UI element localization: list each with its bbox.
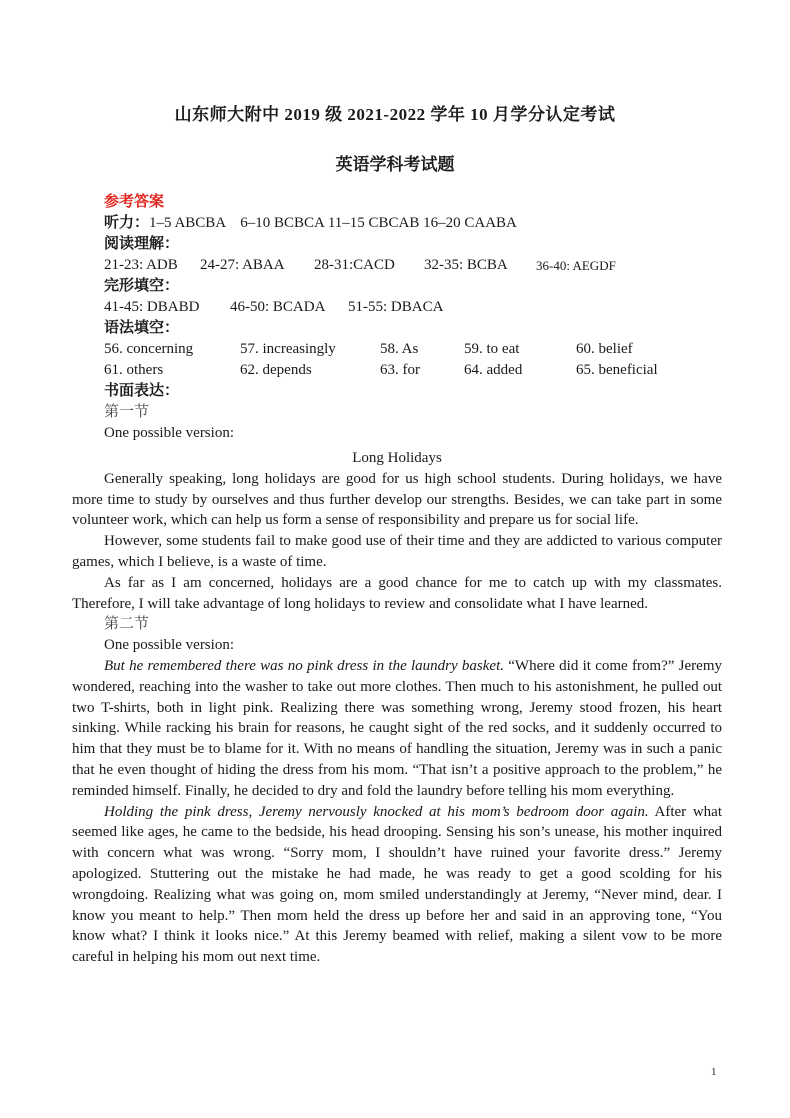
cloze-answer: 46-50: BCADA — [230, 299, 326, 315]
grammar-answer: 59. to eat — [464, 341, 520, 357]
reading-answer: 21-23: ADB — [104, 257, 178, 273]
reading-answer: 24-27: ABAA — [200, 257, 285, 273]
story-prompt-1: But he remembered there was no pink dress in the laundry basket. — [104, 657, 505, 674]
cloze-answers — [104, 297, 724, 318]
essay-paragraph: Generally speaking, long holidays are good for us high school students. During holidays, we have more time to study by ourselves and thus further develop our strengths. Besides, we can take part in some volunteer work, which can help us form a sense of responsibility and prepare us for social life. — [72, 470, 722, 529]
section2-version: One possible version: — [104, 637, 234, 654]
story-paragraph-2 — [72, 802, 722, 968]
story-paragraph-1 — [72, 656, 722, 802]
essay-paragraph: However, some students fail to make good use of their time and they are addicted to various computer games, which I believe, is a waste of time. — [72, 533, 722, 570]
grammar-answer: 60. belief — [576, 341, 633, 357]
story-prompt-2: Holding the pink dress, Jeremy nervously knocked at his mom’s bedroom door again. — [104, 803, 649, 820]
story-text-1: “Where did it come from?” Jeremy wondered, reaching into the washer to take out more clothes. Then much to his astonishment, he pulled out two T-shirts, both in light pink. Realizing there was something wrong, Jeremy stood frozen, his heart sinking. While racking his brain for reasons, he caught sight of the red socks, and it suddenly occurred to him that they must be to blame for it. With no means of handling the situation, Jeremy was in such a panic that he even thought of hiding the dress from his mom. “That isn’t a positive approach to the problem,” he reminded himself. Finally, he decided to dry and fold the laundry before telling his mom everything. — [72, 657, 722, 799]
reading-answers — [104, 255, 724, 276]
reading-answer: 36-40: AEGDF — [536, 258, 616, 273]
reading-answer: 32-35: BCBA — [424, 257, 508, 273]
grammar-row-1 — [104, 339, 724, 360]
cloze-answer: 51-55: DBACA — [348, 299, 444, 315]
grammar-answer: 62. depends — [240, 362, 312, 378]
answer-heading: 参考答案 — [104, 194, 165, 210]
essay-title: Long Holidays — [352, 450, 442, 466]
page-number: 1 — [711, 1066, 717, 1078]
listening-answers: 1–5 ABCBA 6–10 BCBCA 11–15 CBCAB 16–20 CAABA — [149, 215, 517, 231]
listening-row — [104, 213, 724, 234]
grammar-answer: 57. increasingly — [240, 341, 336, 357]
listening-label: 听力： — [104, 215, 150, 231]
section2-label: 第二节 — [104, 616, 150, 633]
section1-label: 第一节 — [104, 404, 150, 420]
story-text-2: After what seemed like ages, he came to the bedside, his head drooping. Sensing his son’s unease, his mother inquired with concern what was wrong. “Sorry mom, I shouldn’t have ruined your favorite dress.” Jeremy apologized. Stuttering out the mistake he had made, he was ready to get a good scolding for his wrongdoing. Realizing what was going on, mom smiled understandingly at Jeremy, “Never mind, dear. I know you meant to help.” Then mom held the dress up before her and said in an approving tone, “You know what? I think it looks nice.” At this Jeremy beamed with relief, making a silent vow to be more careful in helping his mom out next time. — [72, 803, 722, 966]
answer-key — [104, 192, 724, 444]
grammar-label: 语法填空： — [104, 320, 180, 336]
exam-subtitle: 英语学科考试题 — [335, 155, 455, 174]
writing-label: 书面表达： — [104, 383, 180, 399]
reading-label: 阅读理解： — [104, 236, 180, 252]
essay-section-1 — [72, 448, 722, 968]
section1-version: One possible version: — [104, 425, 234, 441]
grammar-answer: 64. added — [464, 362, 523, 378]
grammar-answer: 65. beneficial — [576, 362, 658, 378]
grammar-answer: 61. others — [104, 362, 164, 378]
reading-answer: 28-31:CACD — [314, 257, 395, 273]
grammar-answer: 58. As — [380, 341, 419, 357]
grammar-answer: 63. for — [380, 362, 420, 378]
essay-paragraph: As far as I am concerned, holidays are a good chance for me to catch up with my classmates. Therefore, I will take advantage of long holidays to review and consolidate what I have learned. — [72, 574, 722, 612]
grammar-row-2 — [104, 360, 724, 381]
cloze-answer: 41-45: DBABD — [104, 299, 200, 315]
cloze-label: 完形填空： — [104, 278, 180, 294]
exam-title: 山东师大附中 2019 级 2021-2022 学年 10 月学分认定考试 — [174, 105, 616, 124]
grammar-answer: 56. concerning — [104, 341, 194, 357]
